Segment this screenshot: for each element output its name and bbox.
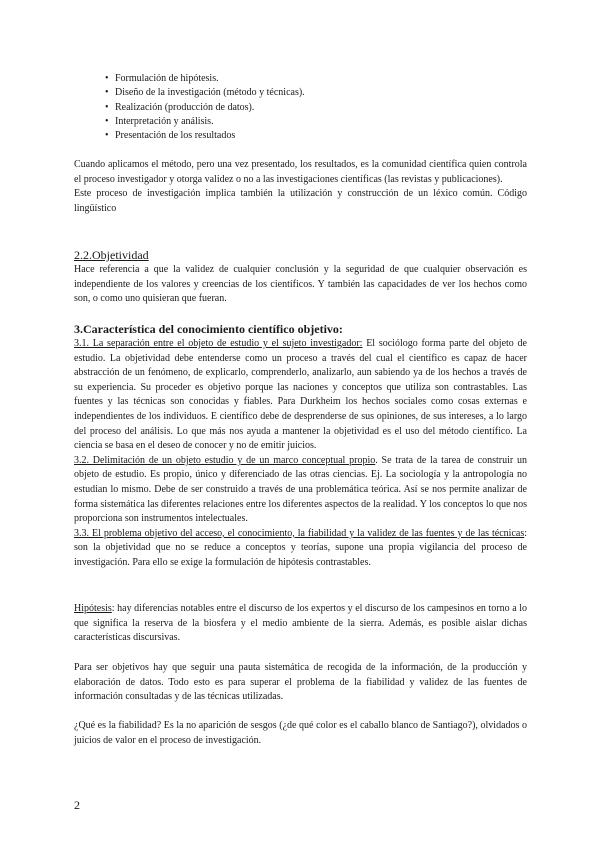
bullet-item: • Formulación de hipótesis. [105,72,305,86]
bullet-item: • Interpretación y análisis. [105,115,305,129]
paragraph-community: Cuando aplicamos el método, pero una vez presentado, los resultados, es la comunidad científica quien controla el proceso investigador y otorga validez o no a las investigaciones científicas (las revistas y publicaciones). [74,159,527,185]
paragraph-lexicon: Este proceso de investigación implica también la utilización y construcción de un léxico común. Código lingüístico [74,188,527,214]
hipotesis-text: : hay diferencias notables entre el discurso de los expertos y el discurso de los campesinos en torno a lo que significa la reserva de la biosfera y el medio ambiente de la sierra. Además, es posible aislar dichas características discursivas. [74,603,527,644]
section-heading-objetividad: 2.2.Objetividad [74,248,149,262]
intro-block [74,158,527,216]
bullet-item: • Realización (producción de datos). [105,101,305,115]
bullet-item: • Presentación de los resultados [105,129,305,143]
bullet-item: • Diseño de la investigación (método y técnicas). [105,86,305,100]
section-hipotesis [74,602,527,646]
paragraph-objetividad: Hace referencia a que la validez de cualquier conclusión y la seguridad de que cualquier observación es independiente de los valores y creencias de los científicos. Y también las capacidades de ver los hechos como son, o como uno quisieran que fueran. [74,264,527,305]
paragraph-objetivos: Para ser objetivos hay que seguir una pauta sistemática de recogida de la información, de la producción y elaboración de datos. Todo esto es para superar el problema de la fiabilidad y validez de las fuentes de información consultadas y de las técnicas utilizadas. [74,662,527,703]
text-3-3: : son la objetividad que no se reduce a conceptos y teorías, supone una propia vigilancia del proceso de investigación. Para ello se exige la formulación de hipótesis contrastables. [74,527,527,568]
paragraph-hipotesis [74,602,527,646]
section-fiabilidad [74,719,527,748]
section-objetividad [74,248,527,307]
bullet-list [105,72,305,143]
subheading-3-1: 3.1. La separación entre el objeto de estudio y el sujeto investigador: [74,338,363,349]
subheading-3-2: 3.2. Delimitación de un objeto estudio y de un marco conceptual propio [74,454,376,466]
page-number: 2 [74,798,80,812]
paragraph-3-3 [74,527,527,571]
paragraph-fiabilidad: ¿Qué es la fiabilidad? Es la no aparición de sesgos (¿de qué color es el caballo blanco de Santiago?), olvidados o juicios de valor en el proceso de investigación. [74,720,527,746]
subheading-3-3: 3.3. El problema objetivo del acceso, el conocimiento, la fiabilidad y la validez de las fuentes y de las técnicas [74,527,525,539]
section-heading-caracteristicas: 3.Característica del conocimiento científico objetivo: [74,322,343,336]
hipotesis-label: Hipótesis [74,603,112,614]
paragraph-3-2 [74,454,527,527]
text-3-2: . Se trata de la tarea de construir un objeto de estudio. Es propio, único y diferenciado de las otras ciencias. Ej. La sociología y la antropología no estudian lo mismo. Debe de ser construido a través de una problemática teórica. Así se nos permite analizar de forma sistemática las diferentes relaciones entre los diferentes aspectos de la realidad. Y los conceptos lo que nos proporciona son instrumentos intelectuales. [74,454,528,525]
section-caracteristicas [74,322,527,571]
text-3-1: El sociólogo forma parte del objeto de estudio. La objetividad debe entenderse como un proceso a través del cual el científico es capaz de hacer abstracción de un fenómeno, de explicarlo, comprenderlo, analizarlo, aun sabiendo ya de los hechos a través de su experiencia. Su proceder es objetivo porque las naciones y conceptos que utiliza son contrastables. Las fuentes y las técnicas son conocidas y fiables. Para Durkheim los hechos sociales como cosas externas e independientes de los individuos. E científico debe de desprenderse de sus opiniones, de sus intereses, a lo largo del proceso del análisis. Lo que más nos ayuda a mantener la objetividad es el uso del método científico. La ciencia se basa en el deseo de conocer y no de emitir juicios. [74,338,527,452]
paragraph-3-1 [74,337,527,454]
section-objetivos [74,661,527,705]
